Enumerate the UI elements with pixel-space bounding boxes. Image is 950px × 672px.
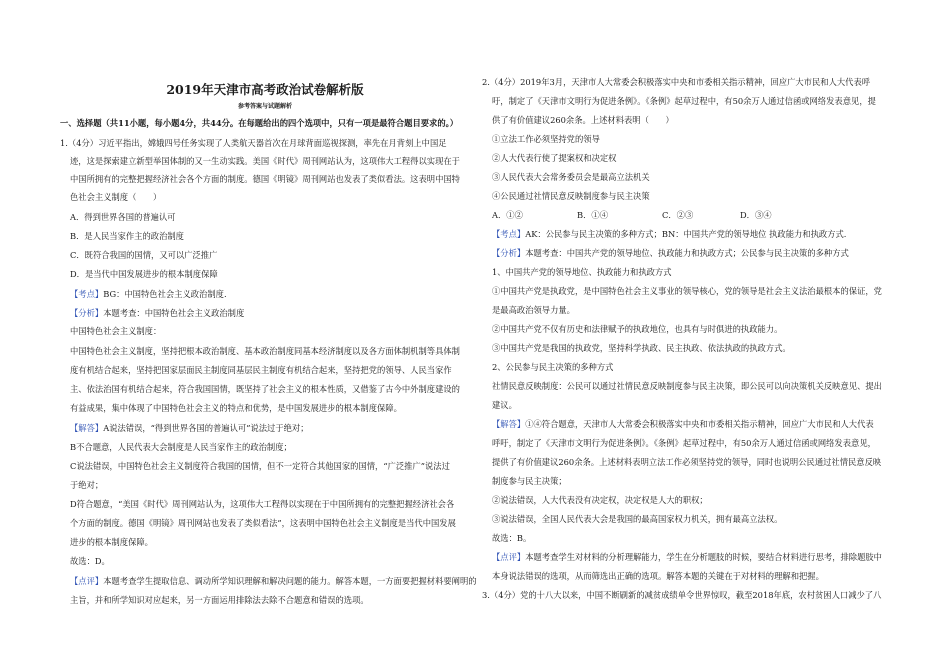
right-text-line: [492, 514, 782, 525]
line-text: 提供了有价值建议260余条。上述材料表明立法工作必须坚持党的领导，同时也说明公民通过社情民意反映: [492, 457, 882, 467]
section-tag: 【分析】: [70, 308, 104, 318]
line-text: 本题考查：中国共产党的领导地位、执政能力和执政方式；公民参与民主决策的多种方式: [525, 248, 849, 258]
line-text: BG：中国特色社会主义政治制度.: [103, 289, 227, 299]
right-text-line: [482, 590, 881, 601]
section-tag: 【点评】: [492, 552, 526, 562]
left-text-line: [70, 595, 369, 606]
line-text: 主、依法治国有机结合起来，符合我国国情，既坚持了社会主义的根本性质，又借鉴了古今中外制度建设的: [70, 384, 460, 394]
left-text-line: [70, 461, 450, 472]
left-text-line: [60, 118, 458, 129]
right-text-line: [482, 77, 870, 88]
right-text-line: [492, 305, 575, 316]
right-text-line: [492, 343, 791, 354]
q2-option-b: B．①④: [577, 210, 608, 220]
left-text-line: [70, 346, 460, 357]
left-text-line: [70, 365, 452, 376]
q2-option-a: A．①②: [492, 210, 523, 220]
right-text-line: [492, 324, 782, 335]
line-text: 制度参与民主决策；: [492, 476, 567, 486]
line-text: 主旨，并和所学知识对应起来，另一方面运用排除法去除不合题意和错误的选项。: [70, 595, 369, 605]
line-text: 1、中国共产党的领导地位、执政能力和执政方式: [492, 267, 672, 277]
line-text: 色社会主义制度（ ）: [70, 192, 162, 202]
left-text-line: [70, 289, 227, 300]
line-text: ②说法错误，人大代表没有决定权，决定权是人大的职权；: [492, 495, 708, 505]
left-text-line: [70, 250, 217, 261]
right-text-line: [492, 438, 876, 449]
line-text: ③中国共产党是我国的执政党，坚持科学执政、民主执政、依法执政的执政方式。: [492, 343, 791, 353]
right-text-line: [492, 153, 616, 164]
line-text: 于绝对；: [70, 480, 104, 490]
section-tag: 【分析】: [492, 248, 526, 258]
left-text-line: [70, 384, 460, 395]
line-text: A说法错误，“得到世界各国的普遍认可”说法过于绝对；: [103, 423, 309, 433]
line-text: B不合题意，人民代表大会制度是人民当家作主的政治制度；: [70, 442, 292, 452]
line-text: ④公民通过社情民意反映制度参与民主决策: [492, 191, 650, 201]
line-text: 3.（4分）党的十八大以来，中国不断刷新的减贫成绩单令世界惊叹，截至2018年底，农村贫困人口减少了八: [482, 590, 882, 600]
right-text-line: [492, 381, 882, 392]
line-text: ②中国共产党不仅有历史和法律赋予的执政地位，也具有与时俱进的执政能力。: [492, 324, 783, 334]
left-text-line: [60, 138, 447, 149]
line-text: 个方面的制度。德国《明镜》周刊网站也发表了类似看法”，这表明中国特色社会主义制度是当代中国发展: [70, 518, 456, 528]
line-text: 吁，制定了《天津市文明行为促进条例》。《条例》起草过程中，有50余万人通过信函或网络发表意见，提: [492, 96, 876, 106]
left-text-line: [70, 174, 460, 185]
right-text-line: [492, 134, 600, 145]
line-text: ③说法错误，全国人民代表大会是我国的最高国家权力机关，拥有最高立法权。: [492, 514, 783, 524]
line-text: 中国所拥有的完整把握经济社会各个方面的制度。德国《明镜》周刊网站也发表了类似看法。这表明中国特: [70, 174, 460, 184]
left-text-line: [70, 537, 153, 548]
left-text-line: [70, 308, 244, 319]
line-text: 进步的根本制度保障。: [70, 537, 153, 547]
line-text: 本题考查学生对材料的分析理解能力，学生在分析题肢的时候，要结合材料进行思考，排除题肢中: [525, 552, 882, 562]
right-text-line: [492, 476, 567, 487]
section-tag: 【解答】: [492, 419, 526, 429]
right-text-line: [492, 400, 517, 411]
line-text: 本题考查：中国特色社会主义政治制度: [103, 308, 245, 318]
right-text-line: [492, 552, 882, 563]
section-tag: 【点评】: [70, 576, 104, 586]
line-text: B．是人民当家作主的政治制度: [70, 231, 184, 241]
right-text-line: [492, 248, 849, 259]
line-text: ③人民代表大会常务委员会是最高立法机关: [492, 172, 650, 182]
line-text: 本题考查学生提取信息、调动所学知识理解和解决问题的能力。解答本题，一方面要把握材料要阐明的: [103, 576, 477, 586]
line-text: D．是当代中国发展进步的根本制度保障: [70, 269, 218, 279]
line-text: 2.（4分）2019年3月，天津市人大常委会积极落实中央和市委相关指示精神，回应广大市民和人大代表呼: [482, 77, 871, 87]
line-text: D符合题意，“美国《时代》周刊网站认为，这项伟大工程得以实现在于中国所拥有的完整把握经济社会各: [70, 499, 455, 509]
left-text-line: [70, 442, 292, 453]
left-text-line: [70, 403, 402, 414]
line-text: C说法错误，中国特色社会主义制度符合我国的国情，但不一定符合其他国家的国情，“广泛推广”说法过: [70, 461, 450, 471]
line-text: 一、选择题（共11小题，每小题4分，共44分。在每题给出的四个选项中，只有一项是最符合题目要求的。）: [60, 118, 459, 128]
right-text-line: [492, 362, 613, 373]
line-text: 社情民意反映制度：公民可以通过社情民意反映制度参与民主决策，即公民可以向决策机关反映意见、提出: [492, 381, 882, 391]
line-text: 故选：D。: [70, 556, 110, 566]
line-text: 1.（4分）习近平指出，嫦娥四号任务实现了人类航天器首次在月球背面巡视探测，率先在月背刻上中国足: [60, 138, 447, 148]
line-text: 呼吁，制定了《天津市文明行为促进条例》。《条例》起草过程中，有50余万人通过信函或网络发表意见，: [492, 438, 876, 448]
line-text: ①④符合题意，天津市人大常委会积极落实中央和市委相关指示精神，回应广大市民和人大代表: [525, 419, 874, 429]
left-text-line: [70, 269, 218, 280]
line-text: C．既符合我国的国情，又可以广泛推广: [70, 250, 218, 260]
right-text-line: [492, 172, 650, 183]
right-text-line: [492, 457, 881, 468]
line-text: 本身说法错误的选项，从而筛选出正确的选项。解答本题的关键在于对材料的理解和把握。: [492, 571, 824, 581]
right-text-line: [492, 495, 708, 506]
q2-option-c: C．②③: [662, 210, 694, 220]
left-text-line: [70, 499, 454, 510]
line-text: 供了有价值建议260余条。上述材料表明（ ）: [492, 115, 674, 125]
line-text: 有益成果，集中体现了中国特色社会主义的特点和优势，是中国发展进步的根本制度保障。: [70, 403, 402, 413]
line-text: 建议。: [492, 400, 517, 410]
section-tag: 【考点】: [70, 289, 104, 299]
right-text-line: [492, 267, 672, 278]
right-text-line: [492, 286, 882, 297]
right-text-line: [492, 419, 874, 430]
left-text-line: [70, 556, 110, 567]
q2-option-d: D．③④: [740, 210, 772, 220]
left-text-line: [70, 576, 477, 587]
line-text: 度有机结合起来，坚持把国家层面民主制度同基层民主制度有机结合起来，坚持把党的领导、人民当家作: [70, 365, 452, 375]
left-text-line: [70, 480, 103, 491]
left-text-line: [70, 212, 176, 223]
line-text: 故选：B。: [492, 533, 532, 543]
line-text: 是最高政治领导力量。: [492, 305, 575, 315]
right-text-line: [492, 229, 846, 240]
line-text: ②人大代表行使了提案权和决定权: [492, 153, 617, 163]
right-text-line: [492, 96, 876, 107]
line-text: 中国特色社会主义制度，坚持把根本政治制度、基本政治制度同基本经济制度以及各方面体制机制等具体制: [70, 346, 460, 356]
page-title: 2019年天津市高考政治试卷解析版: [166, 82, 364, 97]
line-text: ①中国共产党是执政党，是中国特色社会主义事业的领导核心，党的领导是社会主义法治最根本的保证，党: [492, 286, 882, 296]
left-text-line: [70, 156, 460, 167]
line-text: ①立法工作必须坚持党的领导: [492, 134, 600, 144]
right-text-line: [492, 533, 531, 544]
line-text: 迹，这是探索建立新型举国体制的又一生动实践。美国《时代》周刊网站认为，这项伟大工程得以实现在于: [70, 156, 460, 166]
right-text-line: [492, 571, 824, 582]
page-subtitle: 参考答案与试题解析: [237, 103, 292, 110]
line-text: A．得到世界各国的普遍认可: [70, 212, 176, 222]
section-tag: 【考点】: [492, 229, 526, 239]
left-text-line: [70, 192, 161, 203]
left-text-line: [70, 231, 184, 242]
section-tag: 【解答】: [70, 423, 104, 433]
left-text-line: [70, 518, 456, 529]
right-text-line: [492, 191, 650, 202]
left-text-line: [70, 423, 309, 434]
line-text: AK：公民参与民主决策的多种方式；BN：中国共产党的领导地位 执政能力和执政方式.: [525, 229, 847, 239]
line-text: 2、公民参与民主决策的多种方式: [492, 362, 614, 372]
right-text-line: [492, 115, 674, 126]
line-text: 中国特色社会主义制度：: [70, 326, 162, 336]
left-text-line: [70, 326, 161, 337]
